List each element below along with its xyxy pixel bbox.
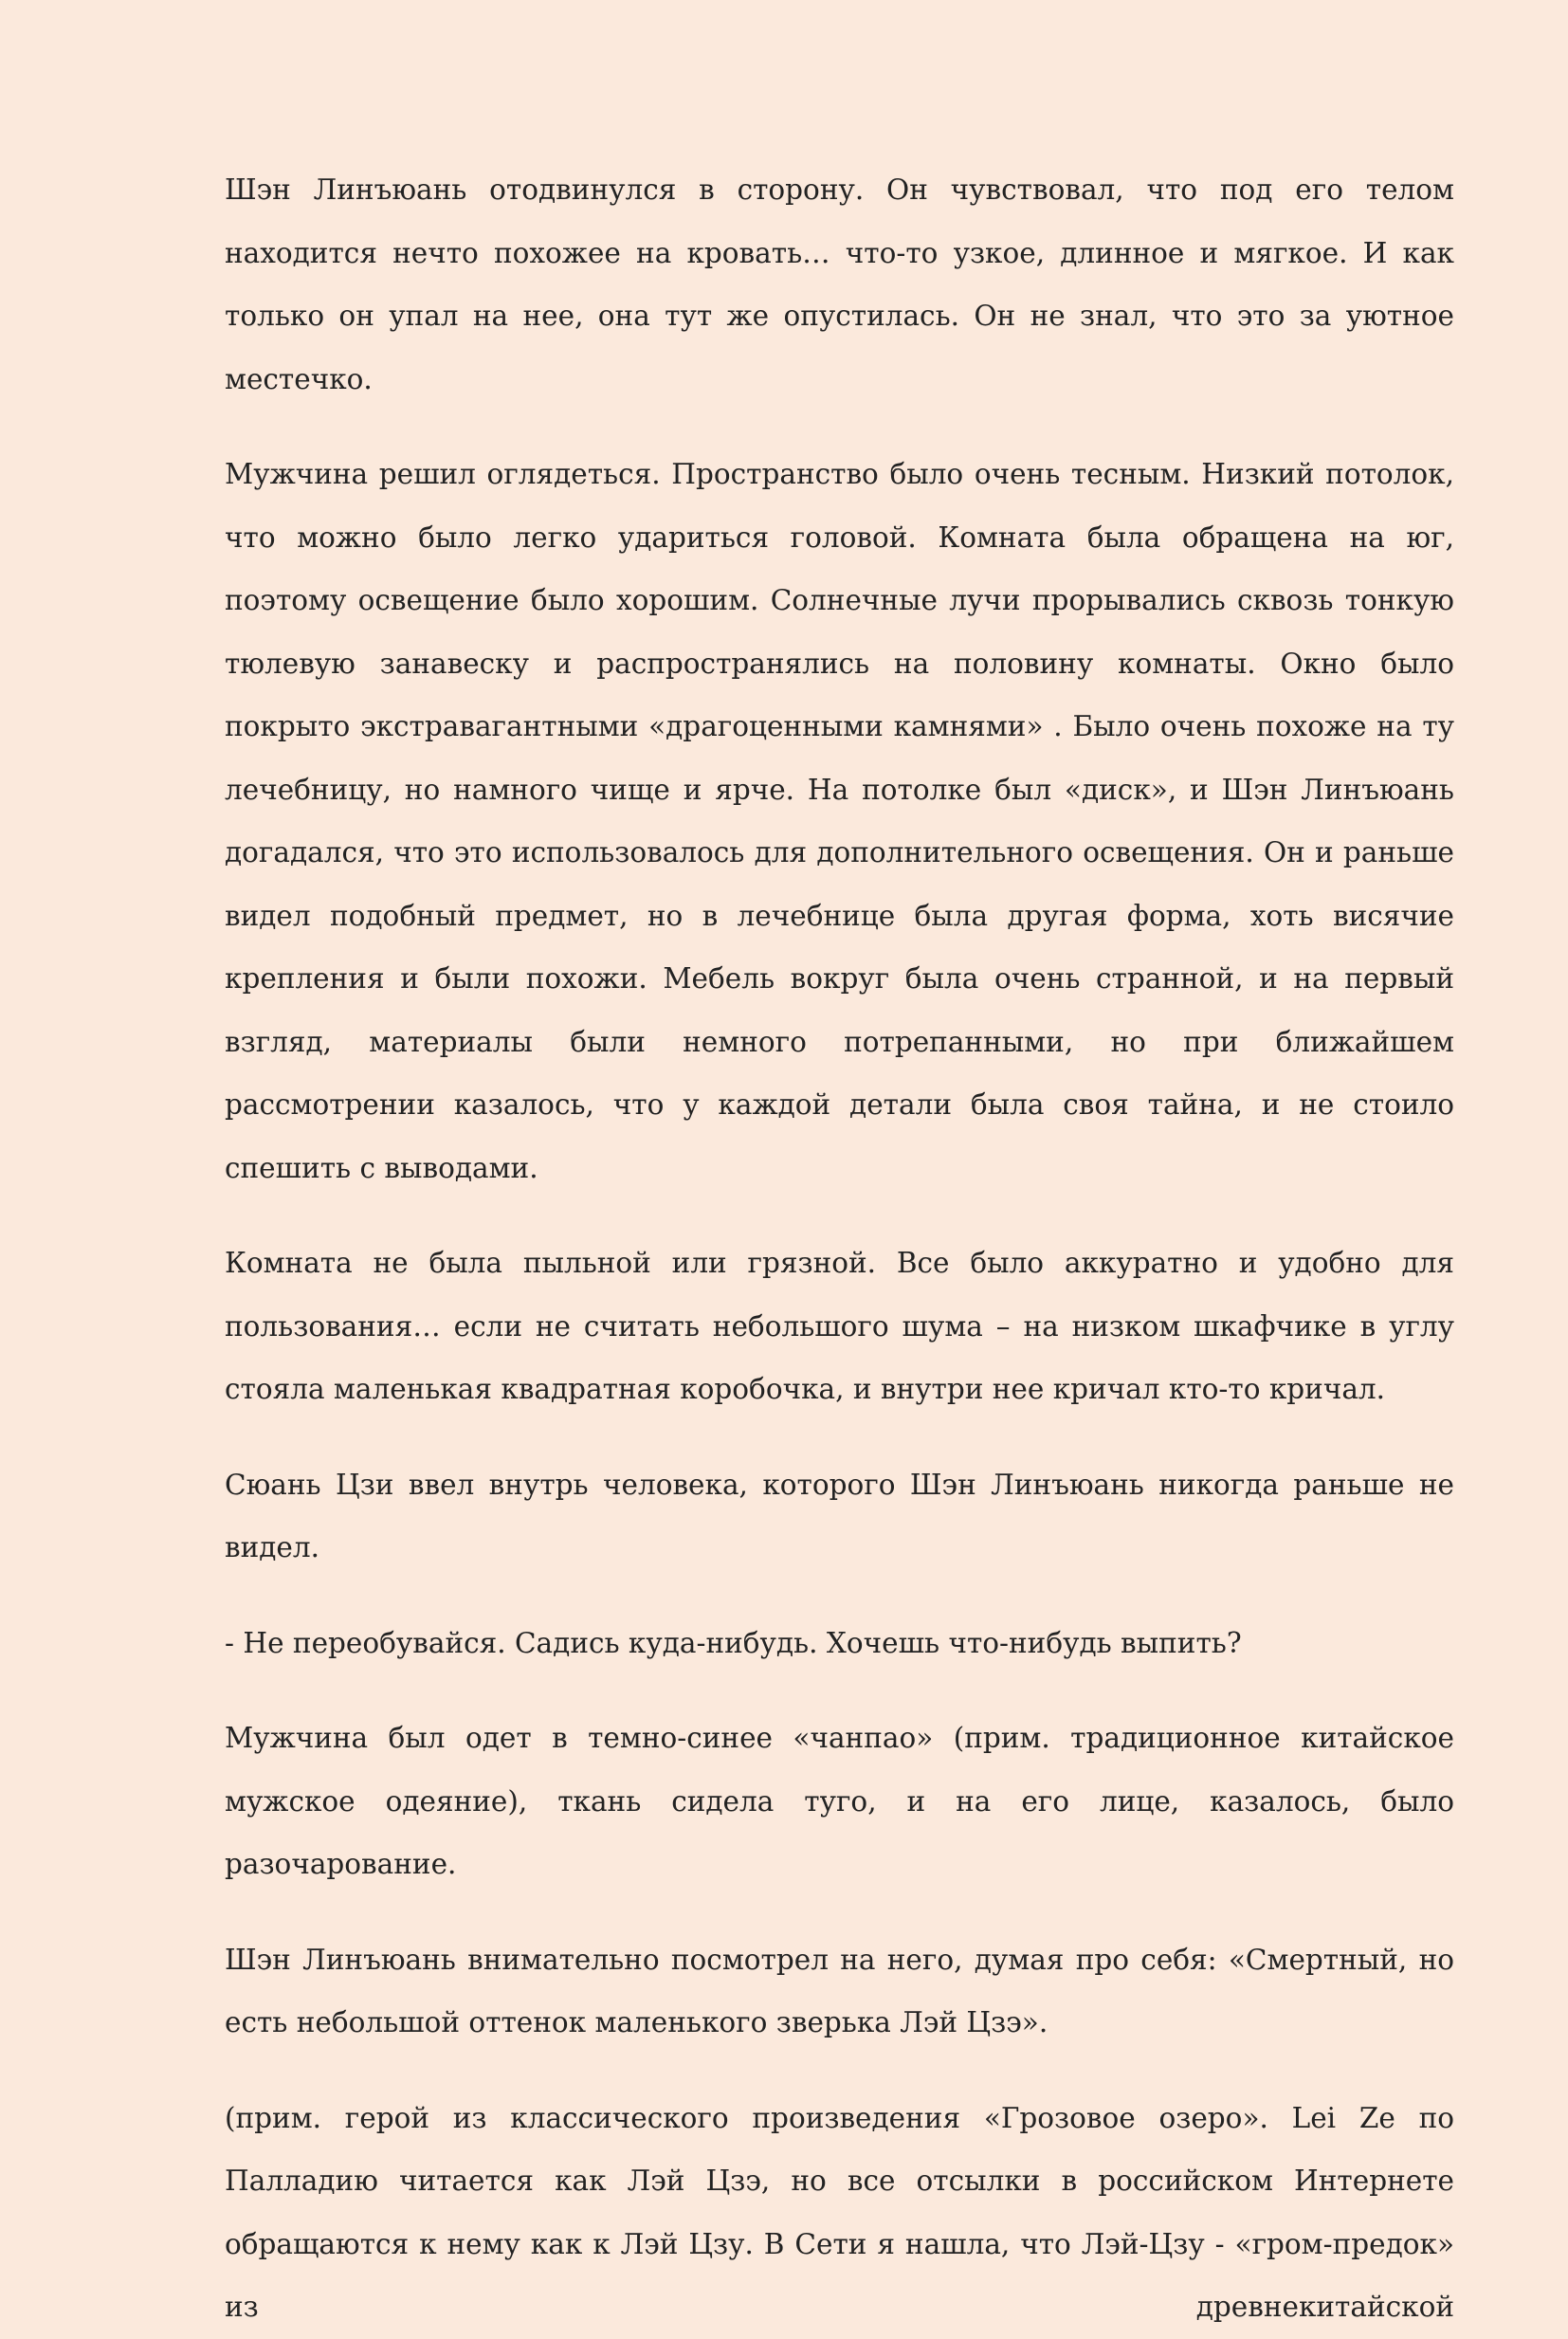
paragraph: Мужчина был одет в темно-синее «чанпао» (прим. традиционное китайское мужское одеяние), ткань сидела туго, и на его лице, казалось, было разочарование.: [225, 1722, 1454, 1880]
paragraph-continued: (прим. герой из классического произведения «Грозовое озеро». Lei Ze по Палладию читается как Лэй Цзэ, но все отсылки в российском Интернете обращаются к нему как к Лэй Цзу. В Сети я нашла, что Лэй-Цзу - «гром-предок» из древнекитайской: [225, 2101, 1454, 2323]
paragraph: Шэн Линъюань отодвинулся в сторону. Он чувствовал, что под его телом находится нечто похожее на кровать… что-то узкое, длинное и мягкое. И как только он упал на нее, она тут же опустилась. Он не знал, что это за уютное местечко.: [225, 174, 1454, 395]
document-page: [225, 158, 1454, 2339]
paragraph: Шэн Линъюань внимательно посмотрел на него, думая про себя: «Смертный, но есть небольшой оттенок маленького зверька Лэй Цзэ».: [225, 1943, 1454, 2038]
paragraph: Сюань Цзи ввел внутрь человека, которого Шэн Линъюань никогда раньше не видел.: [225, 1468, 1454, 1563]
paragraph: Комната не была пыльной или грязной. Все было аккуратно и удобно для пользования… если не считать небольшого шума – на низком шкафчике в углу стояла маленькая квадратная коробочка, и внутри нее кричал кто-то кричал.: [225, 1247, 1454, 1405]
paragraph: - Не переобувайся. Садись куда-нибудь. Хочешь что-нибудь выпить?: [225, 1626, 1242, 1659]
paragraph: Мужчина решил оглядеться. Пространство было очень тесным. Низкий потолок, что можно было легко удариться головой. Комната была обращена на юг, поэтому освещение было хорошим. Солнечные лучи прорывались сквозь тонкую тюлевую занавеску и распространялись на половину комнаты. Окно было покрыто экстравагантными «драгоценными камнями» . Было очень похоже на ту лечебницу, но намного чище и ярче. На потолке был «диск», и Шэн Линъюань догадался, что это использовалось для дополнительного освещения. Он и раньше видел подобный предмет, но в лечебнице была другая форма, хоть висячие крепления и были похожи. Мебель вокруг была очень странной, и на первый взгляд, материалы были немного потрепанными, но при ближайшем рассмотрении казалось, что у каждой детали была своя тайна, и не стоило спешить с выводами.: [225, 458, 1454, 1184]
